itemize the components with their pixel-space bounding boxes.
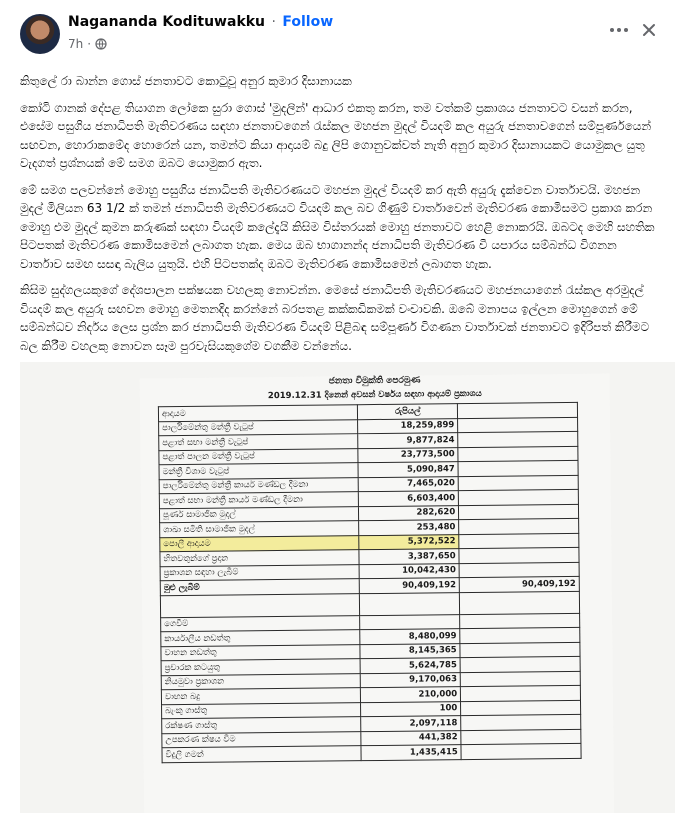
post-title: කිතුලේ රා බාන්න ගොස් ජනතාවට කොටුවූ අනුර කුමාර දිසානායක bbox=[20, 74, 352, 88]
document-title: ජනතා විමුක්ති පෙරමුණ bbox=[328, 375, 421, 387]
row-value: 210,000 bbox=[361, 687, 461, 703]
row-label: ප්‍රකාශන සඳහා ලැබීම් bbox=[160, 564, 360, 581]
row-value: 100 bbox=[361, 701, 461, 717]
empty-cell bbox=[461, 685, 581, 701]
total-label: මුළු ලැබීම් bbox=[160, 579, 360, 596]
total-value: 90,409,192 bbox=[360, 578, 460, 594]
empty-cell bbox=[460, 642, 580, 658]
empty-cell bbox=[458, 446, 578, 462]
row-label: පූර්ණ සාමාජික මුදල් bbox=[159, 506, 359, 523]
row-value: 8,145,365 bbox=[360, 643, 460, 659]
row-label: පොලී ආදායම bbox=[160, 535, 360, 552]
globe-icon bbox=[95, 38, 107, 50]
empty-cell bbox=[360, 614, 460, 630]
table-row bbox=[162, 743, 581, 762]
row-value: 8,480,099 bbox=[360, 629, 460, 645]
follow-button[interactable]: Follow bbox=[282, 14, 334, 30]
post-paragraph-2: මේ සමග පලවන්නේ මොහු පසුගිය ජනාධිපති මැතිවරණයට මහජන මුදල් වියදම් කර ඇති අයුරු දැක්වෙන වාර්තාවයි. මහජන මුදල් මිලියන 63 1/2 ක් තමන් ජනාධිපති මැතිවරණයට වියදම් කල බව ගිණුම් වාර්තාවෙන් මැතිවරණ කොමිසමට ප්‍රකාශ කරන මොහු එම මුදල් කුමන කරුණක් සඳහා වියදම් කලේදැයි කිසිම විස්තරයක් මොහු ජනතාවට හෙළි නොකරයි. ඔබටද මෙහි සහතික පිටපතක් මැතිවරණ කොමිසමෙන් ලබාගත හැක. මෙය ඔබ භාගානන්ද ජනාධිපති මැතිවරණ වී යපාරය සම්බන්ධ විගනන වාර්තාව සමඟ සසඳා බැලිය යුතුයි. එහි පිටපතක්ද ඔබට මැතිවරණ කොමිසමෙන් ලබාගත හැක. bbox=[20, 182, 655, 271]
row-label: විදුලි ගමන් bbox=[162, 746, 362, 763]
post-paragraph-1: කෝටි ගානක් දේපළ තියාගන ලෝකෙ සුරා ගොස් 'මුදලින්' ආධාර එකතු කරන, තම වත්කම් ප්‍රකාශය ජනතාවට වසන් කරන, එසේම පසුගිය ජනාධිපති මැතිවරණය සඳහා ජනතාවගෙන් රැස්කල මහජන මුදල් වියදම් කල අයුරු ජනතාවගෙන් සම්පූර්ණයෙන් සඟවන, හොරාකමේද හොරෙන් යන, තමන්ට කියා ආදායම් බදු ලිපි ගොනුවක්වත් නැති අනුර කුමාර දිසානායකට යොමුකල යුතු වැදගත් ප්‍රශ්නයක් මේ සමග ඔබට යොමුකර ඇත. bbox=[20, 100, 652, 170]
income-header: ආදායම bbox=[158, 405, 358, 422]
post-paragraph-3: කිසිම සුද්ගලයකුගේ දේශපාලන පක්ෂයක වහලකු නොවන්න. මෙසේ ජනාධිපති මැතිවරණයට මහජනයාගෙන් රැස්කල අරමුදල් වියදම් කල අයුරු සඟවන මොහු මෙතනදිද කරන්නේ බරපතළ කක්කඩිකමක් වංචාවකි. ඔබේ මනාපය ඉල්ලන මොහුගෙන් මේ සම්බන්ධව නිර්දය ලෙස ප්‍රශ්න කර ජනාධිපති මැතිවරණ වියදම් පිළිබඳ සම්පූර්ණ විගණන වාර්තාවක් ජනතාවට ඉදිරිපත් කිරීමට බල කිරීම වහලකු නොවන සෑම පුරවැසියකුගේම වගකීම වන්නේය. bbox=[20, 283, 650, 353]
income-table bbox=[158, 402, 582, 763]
row-label: පළාත් සභා මන්ත්‍රී වැටුප් bbox=[159, 434, 359, 451]
author-line bbox=[68, 14, 333, 30]
expense-header: ගෙවීම් bbox=[161, 615, 361, 632]
empty-cell bbox=[458, 417, 578, 433]
empty-cell bbox=[460, 671, 580, 687]
avatar[interactable] bbox=[20, 14, 60, 54]
empty-cell bbox=[160, 593, 360, 617]
row-value: 3,387,650 bbox=[359, 549, 459, 565]
row-label: මන්ත්‍රී විශාම වැටුප් bbox=[159, 463, 359, 480]
row-value: 9,877,824 bbox=[358, 433, 458, 449]
empty-cell bbox=[458, 431, 578, 447]
empty-cell bbox=[459, 533, 579, 549]
total-value-2: 90,409,192 bbox=[459, 576, 579, 592]
row-label: බැංකු ගාස්තු bbox=[162, 702, 362, 719]
row-label: කාර්යාලීය නඩත්තු bbox=[161, 630, 361, 647]
time-separator: · bbox=[87, 37, 92, 51]
post-body bbox=[20, 72, 660, 363]
row-label: හිතවතුන්ගේ ප්‍රදාන bbox=[160, 550, 360, 567]
empty-cell bbox=[460, 591, 580, 614]
separator: · bbox=[271, 14, 276, 30]
empty-cell bbox=[459, 562, 579, 578]
empty-cell bbox=[360, 592, 460, 615]
row-value: 5,090,847 bbox=[358, 462, 458, 478]
row-label: ප්‍රචාරක කටයුතු bbox=[161, 659, 361, 676]
empty-cell bbox=[459, 547, 579, 563]
empty-cell bbox=[461, 700, 581, 716]
row-label: පාර්ලිමේන්තු මන්ත්‍රී කාර්ය මණ්ඩල දීමනා bbox=[159, 477, 359, 494]
row-label: පළාත් පාලන මන්ත්‍රී වැටුප් bbox=[159, 448, 359, 465]
row-value: 5,624,785 bbox=[360, 658, 460, 674]
more-icon[interactable] bbox=[607, 20, 631, 40]
empty-cell bbox=[458, 475, 578, 491]
close-icon[interactable] bbox=[639, 20, 659, 40]
post-time[interactable]: 7h bbox=[68, 37, 84, 51]
empty-cell bbox=[460, 627, 580, 643]
row-label: පළාත් සභා මන්ත්‍රී කාර්ය මණ්ඩල දීමනා bbox=[159, 492, 359, 509]
empty-cell bbox=[460, 656, 580, 672]
empty-cell bbox=[460, 613, 580, 629]
row-label: වාහන බදු bbox=[161, 688, 361, 705]
row-value: 7,465,020 bbox=[359, 476, 459, 492]
row-value: 5,372,522 bbox=[359, 534, 459, 550]
row-value: 6,603,400 bbox=[359, 491, 459, 507]
row-value: 441,382 bbox=[361, 730, 461, 746]
row-label: නියමුවා ප්‍රකාශන bbox=[161, 673, 361, 690]
row-value: 18,259,899 bbox=[358, 418, 458, 434]
row-label: වාහන නඩත්තු bbox=[161, 644, 361, 661]
row-label: පාර්ලිමේන්තු මන්ත්‍රී වැටුප් bbox=[159, 419, 359, 436]
row-label: රක්ෂණ ගාස්තු bbox=[162, 717, 362, 734]
empty-cell bbox=[459, 504, 579, 520]
amount-header: රුපියල් bbox=[358, 404, 458, 420]
post-header bbox=[0, 0, 675, 62]
row-value: 282,620 bbox=[359, 505, 459, 521]
empty-cell bbox=[461, 743, 581, 759]
row-value: 23,773,500 bbox=[358, 447, 458, 463]
income-statement-document bbox=[140, 374, 615, 813]
post-photo[interactable] bbox=[20, 362, 675, 813]
row-value: 9,170,063 bbox=[361, 672, 461, 688]
empty-cell bbox=[461, 729, 581, 745]
row-value: 1,435,415 bbox=[361, 745, 461, 761]
row-label: ශාඛා සමිති සාමාජික මුදල් bbox=[160, 521, 360, 538]
row-value: 10,042,430 bbox=[359, 563, 459, 579]
empty-cell bbox=[459, 518, 579, 534]
row-label: උපකරණ ක්ෂය වීම bbox=[162, 731, 362, 748]
empty-cell bbox=[458, 402, 578, 418]
author-name[interactable]: Nagananda Kodituwakku bbox=[68, 14, 266, 30]
empty-cell bbox=[458, 460, 578, 476]
document-subtitle: 2019.12.31 දිනෙන් අවසන් වර්ෂය සඳහා ආදායම් ප්‍රකාශය bbox=[267, 388, 482, 402]
row-value: 253,480 bbox=[359, 520, 459, 536]
empty-cell bbox=[459, 489, 579, 505]
post-meta bbox=[68, 37, 107, 51]
row-value: 2,097,118 bbox=[361, 716, 461, 732]
empty-cell bbox=[461, 714, 581, 730]
